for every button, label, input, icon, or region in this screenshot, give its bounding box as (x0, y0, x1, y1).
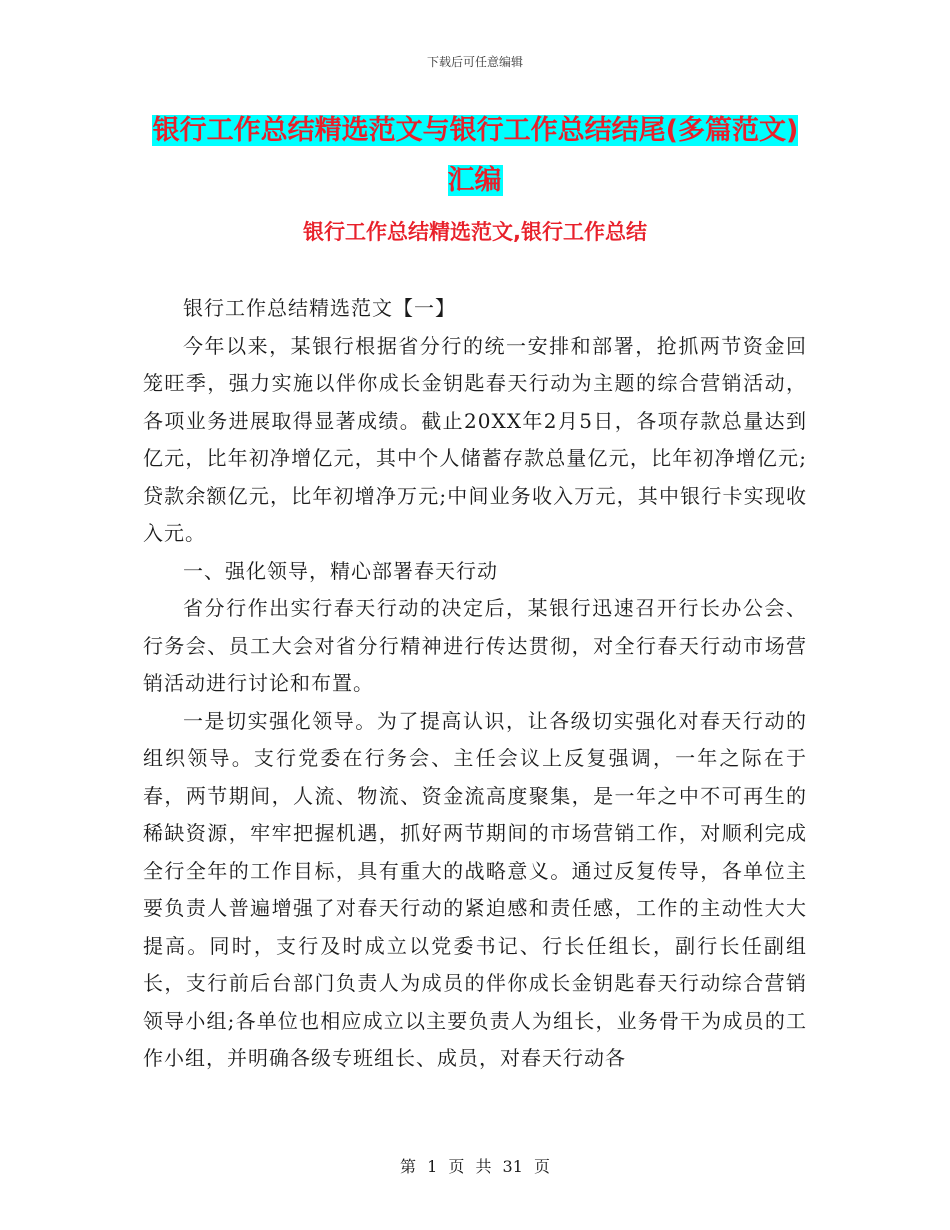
section-subtitle: 银行工作总结精选范文,银行工作总结 (303, 220, 647, 244)
document-title-text: 银行工作总结精选范文与银行工作总结结尾(多篇范文)汇编 (152, 115, 799, 196)
document-title (150, 106, 800, 206)
paragraph: 省分行作出实行春天行动的决定后，某银行迅速召开行长办公会、行务会、员工大会对省分行精神进行传达贯彻，对全行春天行动市场营销活动进行讨论和布置。 (143, 596, 807, 695)
paragraph-heading: 银行工作总结精选范文【一】 (183, 296, 456, 320)
paragraph-section-heading: 一、强化领导，精心部署春天行动 (183, 558, 498, 583)
paragraph: 一是切实强化领导。为了提高认识，让各级切实强化对春天行动的组织领导。支行党委在行务会、主任会议上反复强调，一年之际在于春，两节期间，人流、物流、资金流高度聚集，是一年之中不可再生的稀缺资源，牢牢把握机遇，抓好两节期间的市场营销工作，对顺利完成全行全年的工作目标，具有重大的战略意义。通过反复传导，各单位主要负责人普遍增强了对春天行动的紧迫感和责任感，工作的主动性大大提高。同时，支行及时成立以党委书记、行长任组长，副行长任副组长，支行前后台部门负责人为成员的伴你成长金钥匙春天行动综合营销领导小组;各单位也相应成立以主要负责人为组长，业务骨干为成员的工作小组，并明确各级专班组长、成员，对春天行动各 (143, 708, 807, 1070)
header-note: 下载后可任意编辑 (426, 55, 523, 69)
paragraph: 今年以来，某银行根据省分行的统一安排和部署，抢抓两节资金回笼旺季，强力实施以伴你成长金钥匙春天行动为主题的综合营销活动，各项业务进展取得显著成绩。截止20XX年2月5日，各项存款总量达到亿元，比年初净增亿元，其中个人储蓄存款总量亿元，比年初净增亿元;贷款余额亿元，比年初增净万元;中间业务收入万元，其中银行卡实现收入元。 (143, 333, 807, 545)
document-body (143, 290, 807, 1078)
page-number-footer: 第 1 页 共 31 页 (400, 1157, 550, 1176)
